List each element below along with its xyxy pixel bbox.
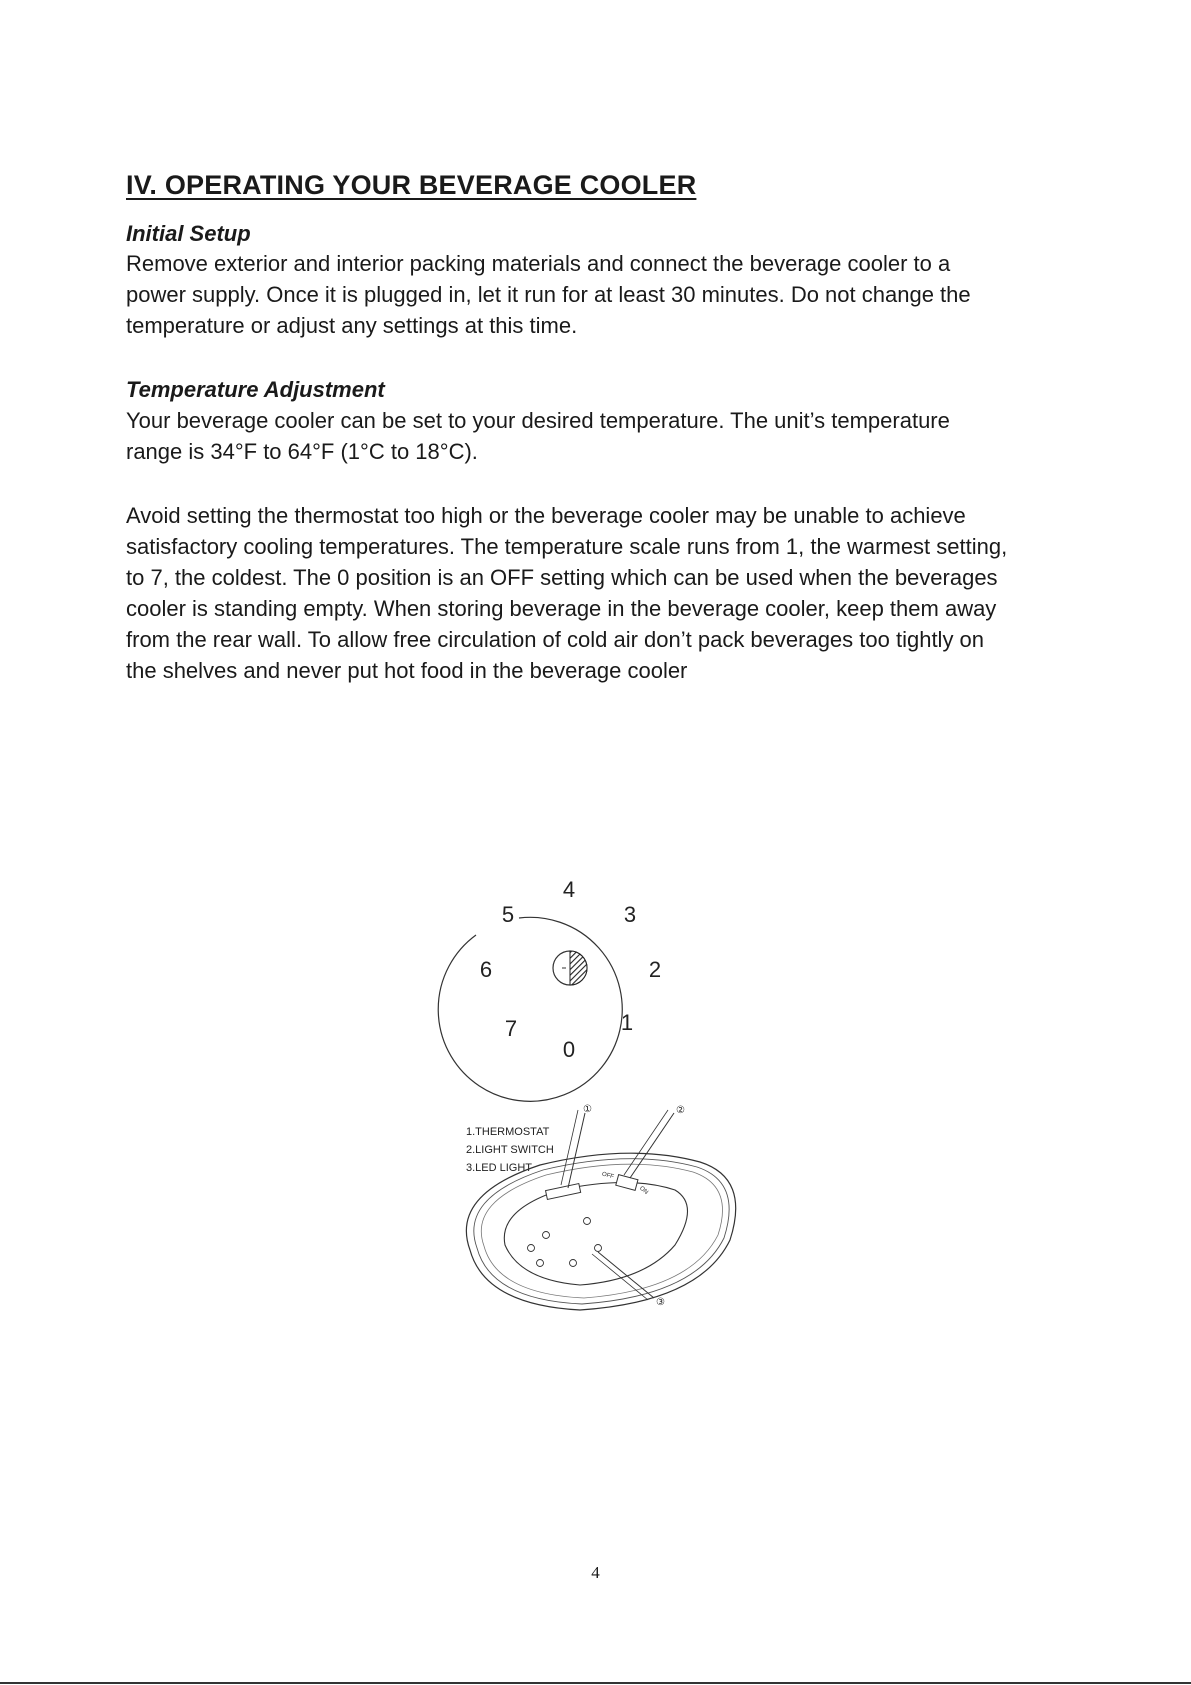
initial-setup-paragraph bbox=[126, 248, 1086, 341]
dial-number-6: 6 bbox=[479, 957, 493, 982]
callout-leaders bbox=[561, 1110, 674, 1300]
paragraph-line: cooler is standing empty. When storing beverage in the beverage cooler, keep them away bbox=[126, 596, 997, 621]
led-panel bbox=[504, 1183, 687, 1286]
paragraph-line: from the rear wall. To allow free circulation of cold air don’t pack beverages too tightly on bbox=[126, 627, 985, 652]
paragraph-line: satisfactory cooling temperatures. The temperature scale runs from 1, the warmest setting, bbox=[126, 534, 1008, 559]
dial-number-2: 2 bbox=[648, 957, 662, 982]
led-light-icon bbox=[570, 1260, 577, 1267]
bottom-rule bbox=[0, 1682, 1191, 1684]
dial-number-3: 3 bbox=[623, 902, 637, 927]
dial-number-5: 5 bbox=[501, 902, 515, 927]
switch-on-label: ON bbox=[638, 1185, 649, 1196]
paragraph-line: the shelves and never put hot food in the beverage cooler bbox=[126, 658, 688, 683]
led-light-icon bbox=[528, 1245, 535, 1252]
dial-number-0: 0 bbox=[562, 1037, 576, 1062]
dial-knob-icon bbox=[553, 951, 587, 985]
controls-illustration bbox=[430, 860, 770, 1330]
legend-light-switch: 2.LIGHT SWITCH bbox=[466, 1144, 554, 1156]
paragraph-line: Avoid setting the thermostat too high or the beverage cooler may be unable to achieve bbox=[126, 503, 966, 528]
paragraph-line: to 7, the coldest. The 0 position is an OFF setting which can be used when the beverages bbox=[126, 565, 998, 590]
thermostat-advice-paragraph bbox=[126, 500, 1086, 686]
initial-setup-heading: Initial Setup bbox=[126, 221, 251, 246]
callouts bbox=[583, 1104, 685, 1308]
led-light-icon bbox=[595, 1245, 602, 1252]
callout-3: ③ bbox=[656, 1297, 665, 1308]
section-title: IV. OPERATING YOUR BEVERAGE COOLER bbox=[126, 170, 697, 200]
led-light-icon bbox=[537, 1260, 544, 1267]
callout-2: ② bbox=[676, 1105, 685, 1116]
dial-number-1: 1 bbox=[620, 1010, 634, 1035]
temperature-adjustment-heading: Temperature Adjustment bbox=[126, 377, 385, 402]
controls-figure bbox=[430, 860, 770, 1330]
page-number: 4 bbox=[591, 1563, 600, 1582]
control-legend bbox=[466, 1126, 554, 1174]
paragraph-line: temperature or adjust any settings at this time. bbox=[126, 313, 578, 338]
thermostat-dial bbox=[438, 877, 661, 1101]
dial-number-4: 4 bbox=[562, 877, 576, 902]
paragraph-line: Remove exterior and interior packing materials and connect the beverage cooler to a bbox=[126, 251, 951, 276]
led-lights bbox=[528, 1218, 602, 1267]
led-light-icon bbox=[584, 1218, 591, 1225]
legend-thermostat: 1.THERMOSTAT bbox=[466, 1126, 550, 1138]
temperature-adjustment-paragraph bbox=[126, 405, 1086, 467]
paragraph-line: power supply. Once it is plugged in, let it run for at least 30 minutes. Do not change the bbox=[126, 282, 971, 307]
dial-ring bbox=[438, 917, 622, 1101]
dial-number-7: 7 bbox=[504, 1016, 518, 1041]
led-light-icon bbox=[543, 1232, 550, 1239]
switch-off-label: OFF bbox=[601, 1171, 615, 1181]
callout-1: ① bbox=[583, 1104, 592, 1115]
paragraph-line: Your beverage cooler can be set to your desired temperature. The unit’s temperature bbox=[126, 408, 950, 433]
paragraph-line: range is 34°F to 64°F (1°C to 18°C). bbox=[126, 439, 478, 464]
legend-led-light: 3.LED LIGHT bbox=[466, 1162, 533, 1174]
panel-thermostat-knob bbox=[546, 1184, 581, 1200]
